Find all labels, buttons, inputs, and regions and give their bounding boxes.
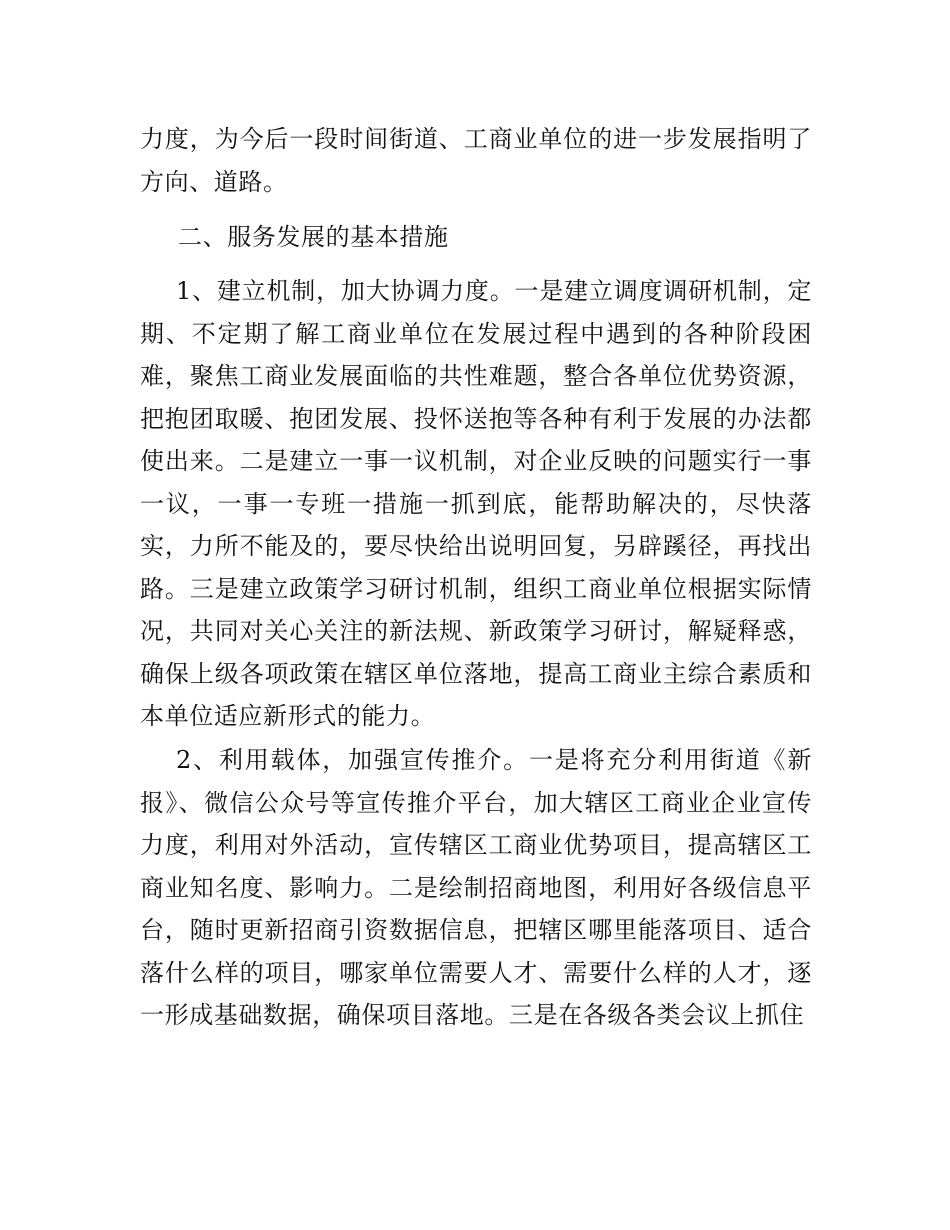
paragraph-publicity-promotion: 2、利用载体，加强宣传推介。一是将充分利用街道《新报》、微信公众号等宣传推介平台，加大辖区工商业企业宣传力度，利用对外活动，宣传辖区工商业优势项目，提高辖区工商业知名度、影响力。二是绘制招商地图，利用好各级信息平台，随时更新招商引资数据信息，把辖区哪里能落项目、适合落什么样的项目，哪家单位需要人才、需要什么样的人才，逐一形成基础数据，确保项目落地。三是在各级各类会议上抓住 bbox=[140, 746, 812, 1029]
continuation-paragraph: 力度，为今后一段时间街道、工商业单位的进一步发展指明了方向、道路。 bbox=[140, 125, 812, 196]
section-heading: 二、服务发展的基本措施 bbox=[178, 223, 449, 251]
paragraph-establish-mechanism: 1、建立机制，加大协调力度。一是建立调度调研机制，定期、不定期了解工商业单位在发展过程中遇到的各种阶段困难，聚焦工商业发展面临的共性难题，整合各单位优势资源，把抱团取暖、抱团发展、投怀送抱等各种有利于发展的办法都使出来。二是建立一事一议机制，对企业反映的问题实行一事一议，一事一专班一措施一抓到底，能帮助解决的，尽快落实，力所不能及的，要尽快给出说明回复，另辟蹊径，再找出路。三是建立政策学习研讨机制，组织工商业单位根据实际情况，共同对关心关注的新法规、新政策学习研讨，解疑释惑，确保上级各项政策在辖区单位落地，提高工商业主综合素质和本单位适应新形式的能力。 bbox=[140, 277, 812, 730]
